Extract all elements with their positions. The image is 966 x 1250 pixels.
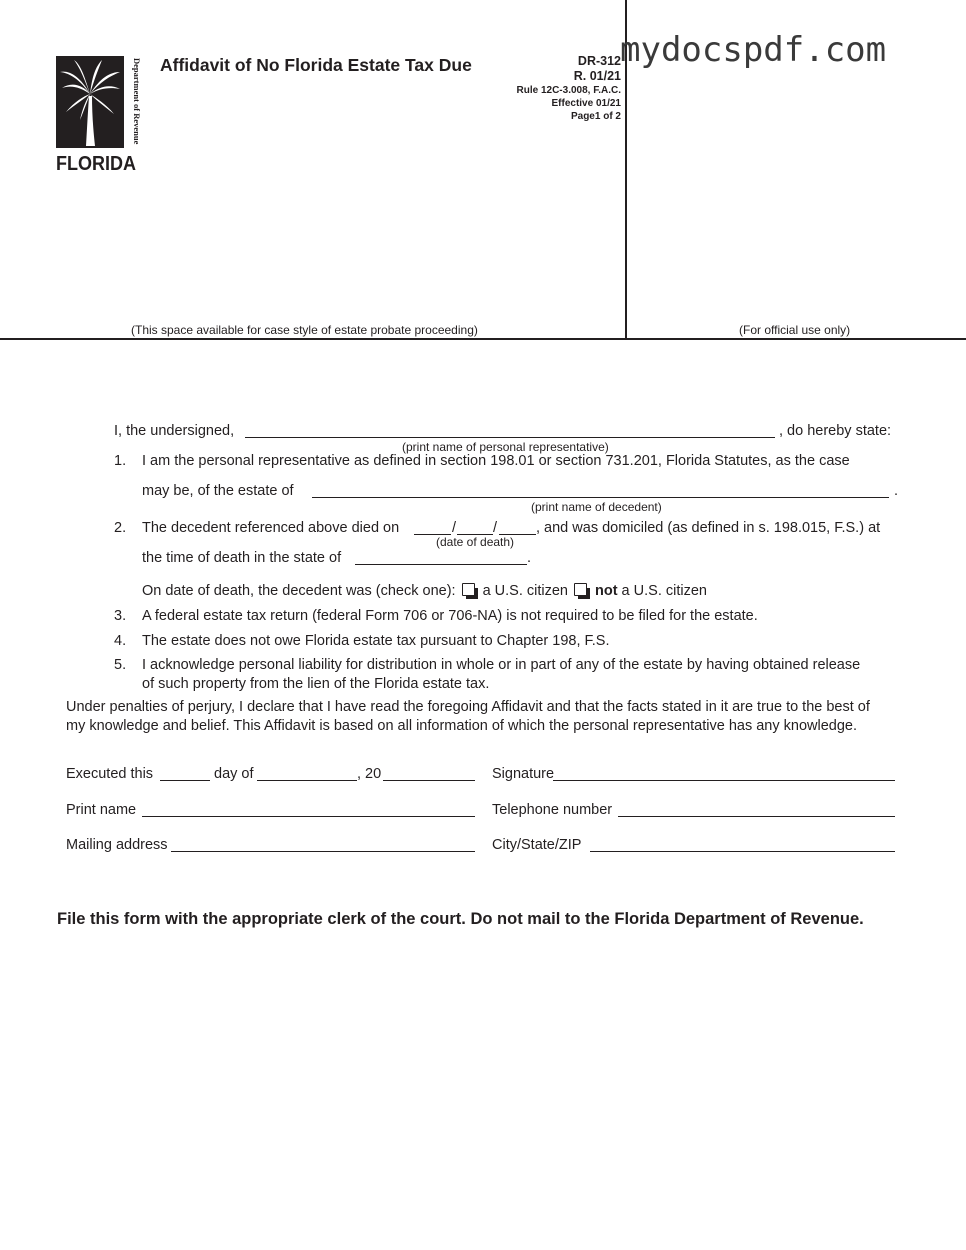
mailing-address-label: Mailing address xyxy=(66,837,168,853)
domicile-state-field[interactable] xyxy=(355,564,527,565)
item1-number: 1. xyxy=(114,453,127,469)
form-rule: Rule 12C-3.008, F.A.C. xyxy=(516,85,621,96)
form-meta xyxy=(480,54,621,123)
executed-day-field[interactable] xyxy=(160,780,210,781)
item2-line2: the time of death in the state of xyxy=(142,550,342,566)
signature-field[interactable] xyxy=(553,780,895,781)
us-citizen-label: a U.S. citizen xyxy=(482,583,568,599)
item2-suffix: , and was domiciled (as defined in s. 198.015, F.S.) at xyxy=(536,520,881,536)
city-state-zip-field[interactable] xyxy=(590,851,895,852)
palm-tree-icon xyxy=(56,56,142,176)
filing-instruction: File this form with the appropriate clerk of the court. Do not mail to the Florida Department of Revenue. xyxy=(57,910,864,928)
executed-year-field[interactable] xyxy=(383,780,475,781)
item1-line2: may be, of the estate of xyxy=(142,483,294,499)
date-slash-1: / xyxy=(452,520,457,536)
executed-label: Executed this xyxy=(66,766,154,782)
not-emphasis: not xyxy=(594,583,618,599)
item1-caption: (print name of decedent) xyxy=(531,500,662,514)
item1-end: . xyxy=(894,483,899,499)
case-style-note: (This space available for case style of estate probate proceeding) xyxy=(131,323,478,337)
form-title: Affidavit of No Florida Estate Tax Due xyxy=(160,55,472,75)
item2-number: 2. xyxy=(114,520,127,536)
mailing-address-field[interactable] xyxy=(171,851,475,852)
item2-caption: (date of death) xyxy=(436,535,515,549)
telephone-field[interactable] xyxy=(618,816,895,817)
intro-suffix: , do hereby state: xyxy=(779,423,892,439)
item5-number: 5. xyxy=(114,657,127,673)
not-us-citizen-checkbox[interactable] xyxy=(574,583,587,596)
print-name-field[interactable] xyxy=(142,816,475,817)
not-us-citizen-label: a U.S. citizen xyxy=(617,583,707,599)
intro-caption: (print name of personal representative) xyxy=(402,440,609,454)
perjury-line2: my knowledge and belief. This Affidavit is based on all information of which the personal representative has any knowledge. xyxy=(66,718,857,734)
decedent-name-field[interactable] xyxy=(312,497,889,498)
print-name-label: Print name xyxy=(66,802,137,818)
form-effective: Effective 01/21 xyxy=(551,98,621,109)
item5-line2: of such property from the lien of the Florida estate tax. xyxy=(142,676,490,692)
telephone-label: Telephone number xyxy=(492,802,613,818)
item5-line1: I acknowledge personal liability for distribution in whole or in part of any of the estate by having obtained release xyxy=(142,657,861,673)
us-citizen-checkbox[interactable] xyxy=(462,583,475,596)
florida-dor-logo xyxy=(56,56,142,176)
form-revision: R. 01/21 xyxy=(573,69,621,83)
city-state-zip-label: City/State/ZIP xyxy=(492,837,582,853)
official-use-note: (For official use only) xyxy=(739,323,851,337)
day-of-label: day of xyxy=(214,766,254,782)
citizenship-row xyxy=(142,583,707,599)
date-slash-2: / xyxy=(493,520,498,536)
item4-number: 4. xyxy=(114,633,127,649)
item3-number: 3. xyxy=(114,608,127,624)
item2-prefix: The decedent referenced above died on xyxy=(142,520,400,536)
item1-line1: I am the personal representative as defined in section 198.01 or section 731.201, Florida Statutes, as the case xyxy=(142,453,850,469)
citizenship-prompt: On date of death, the decedent was (check one): xyxy=(142,583,456,599)
logo-vertical-text: Department of Revenue xyxy=(132,58,142,145)
form-number: DR-312 xyxy=(577,54,621,68)
item3-text: A federal estate tax return (federal Form 706 or 706-NA) is not required to be filed for the estate. xyxy=(142,608,758,624)
item2-line2-end: . xyxy=(527,550,532,566)
intro-prefix: I, the undersigned, xyxy=(114,423,235,439)
signature-label: Signature xyxy=(492,766,555,782)
personal-representative-name-field[interactable] xyxy=(245,437,775,438)
watermark: mydocspdf.com xyxy=(620,30,887,70)
logo-wordmark: FLORIDA xyxy=(56,153,136,175)
perjury-line1: Under penalties of perjury, I declare that I have read the foregoing Affidavit and that the facts stated in it are true to the best of xyxy=(66,699,870,715)
year-label: , 20 xyxy=(357,766,382,782)
item4-text: The estate does not owe Florida estate tax pursuant to Chapter 198, F.S. xyxy=(142,633,610,649)
header-horizontal-divider xyxy=(0,338,966,340)
form-page: Page1 of 2 xyxy=(570,111,621,122)
executed-month-field[interactable] xyxy=(257,780,357,781)
